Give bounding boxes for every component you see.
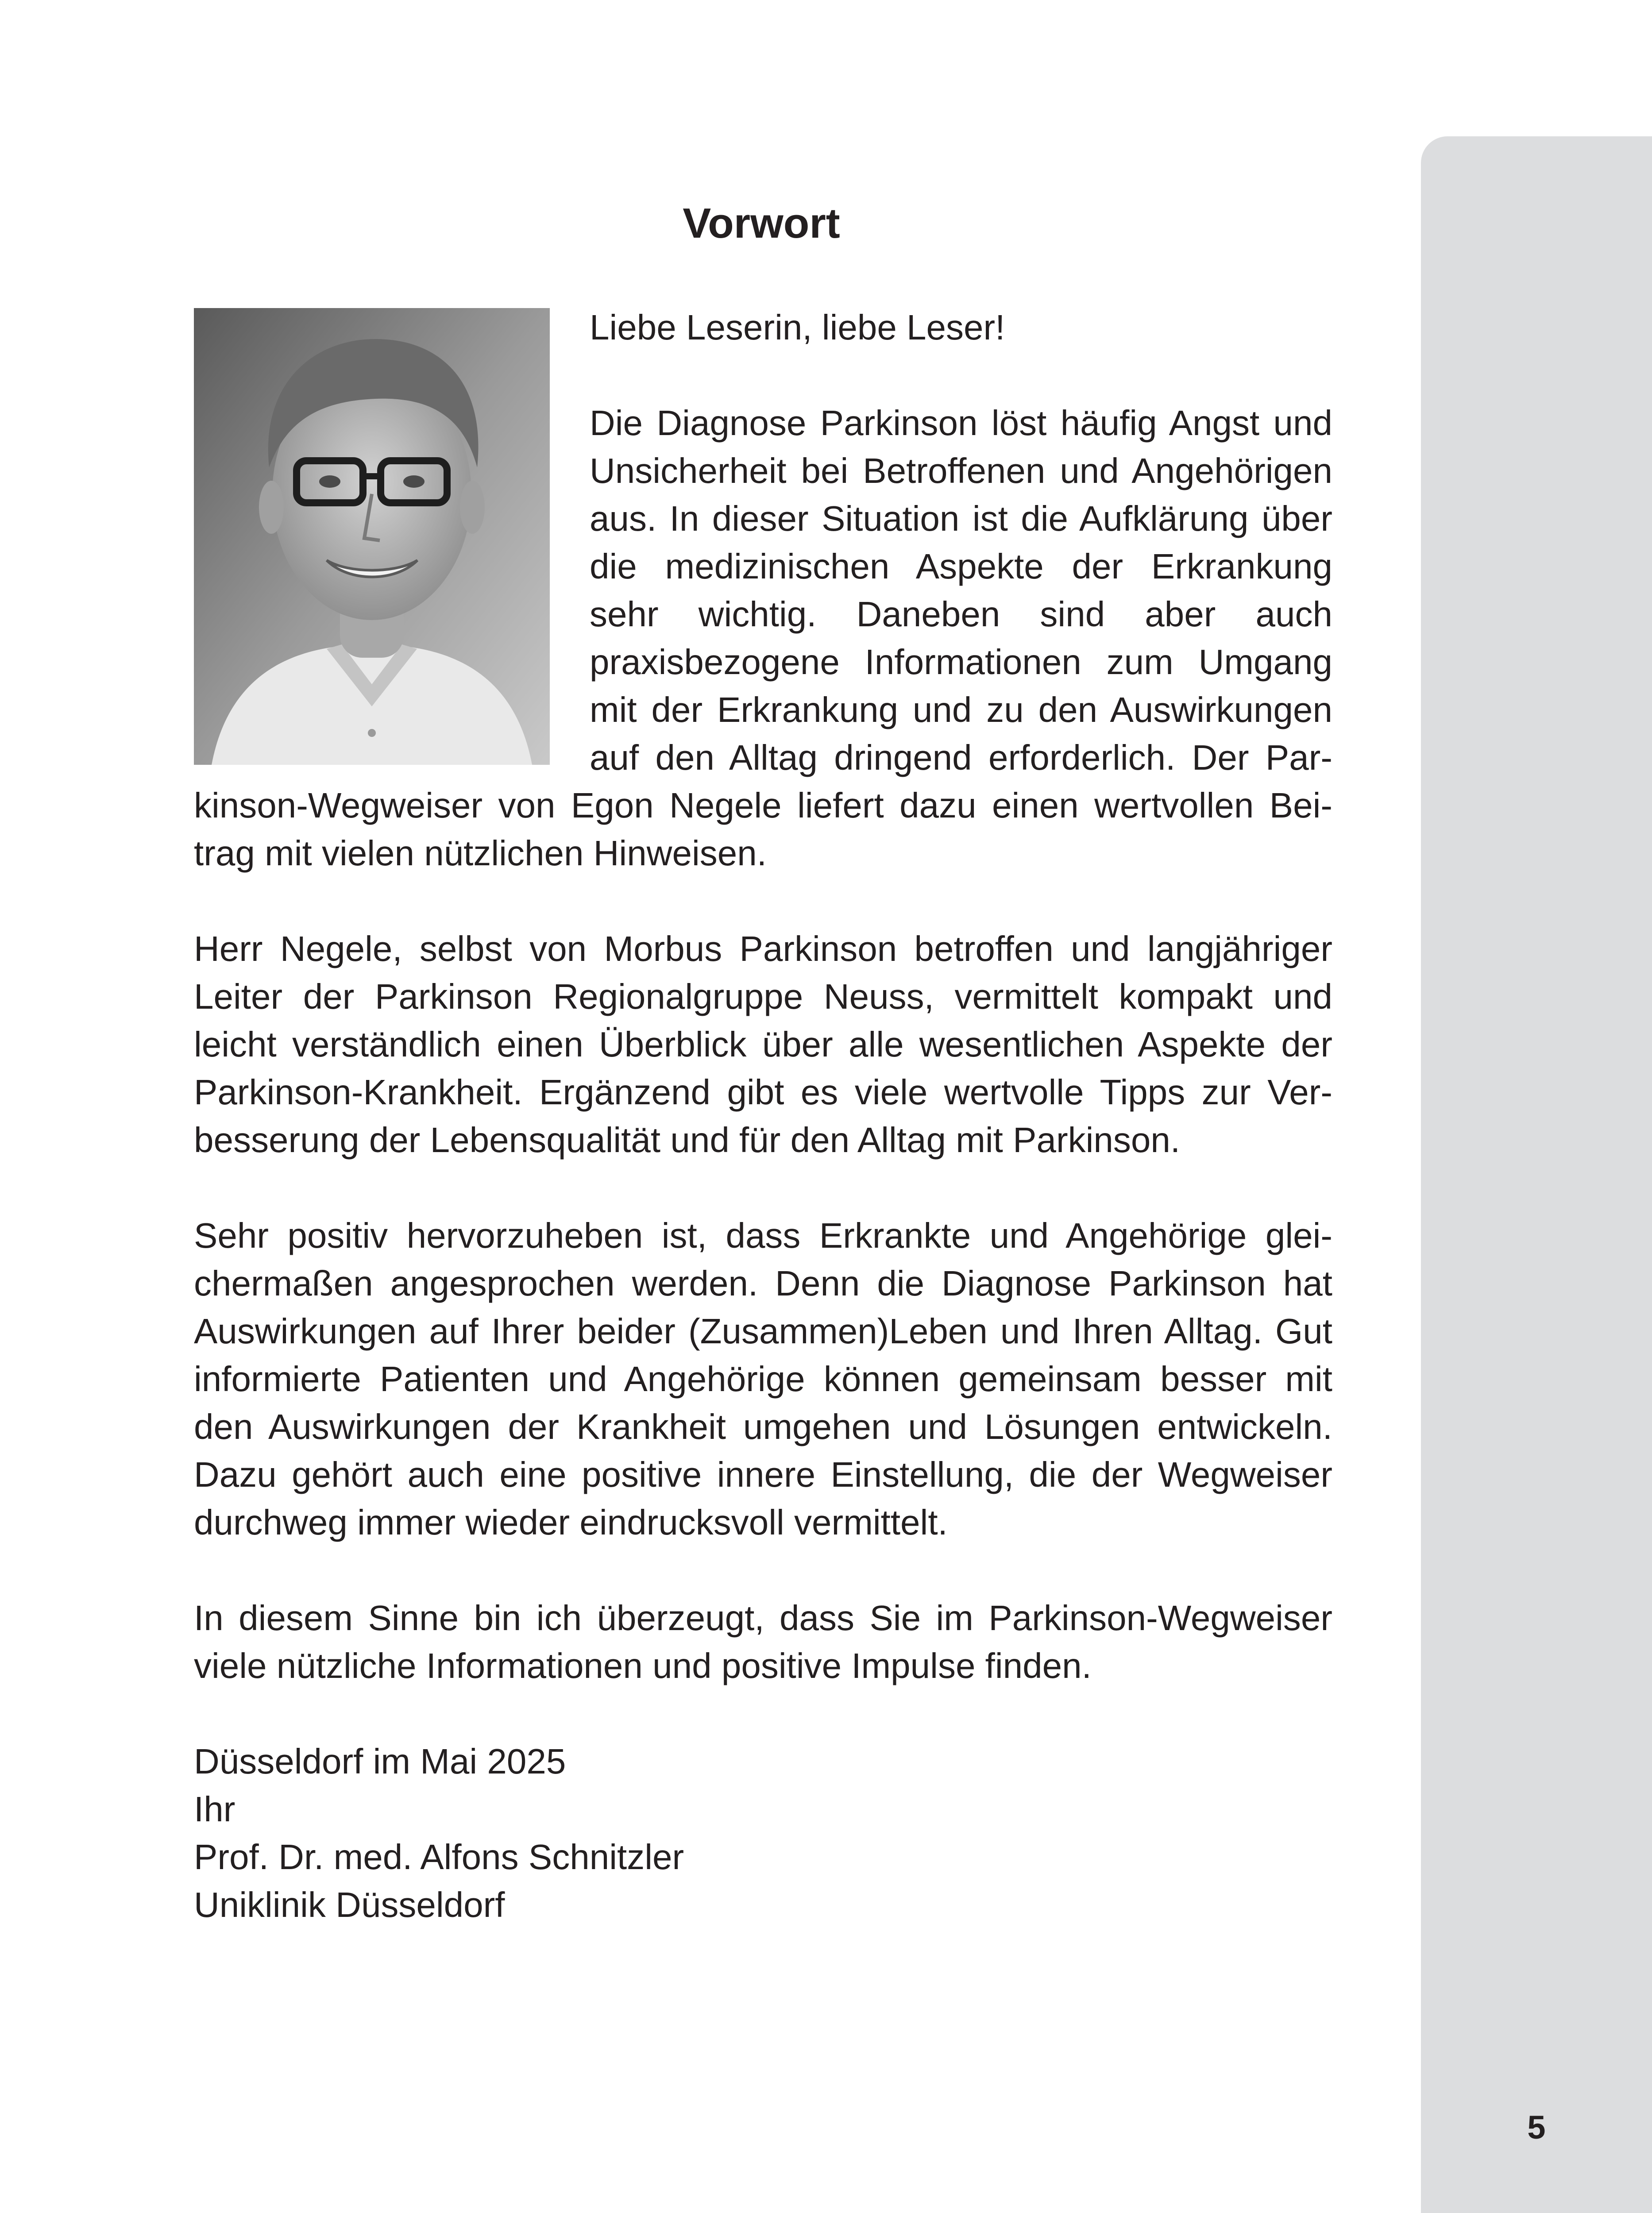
author-portrait-icon [194,308,550,765]
salutation: Ihr [194,1789,235,1829]
body-paragraph-1: Die Diagnose Parkinson löst häufig Angst und Unsicherheit bei Betroffenen und Angehörigen aus. In dieser Situation ist die Aufklärung über die medizinischen Aspekte der Erkrankung sehr wichtig. Daneben sind aber auch praxisbezogene Informationen zum Umgang mit der Erkrankung und zu den Auswirkungen auf den Alltag dringend erforderlich. Der Parkinson-Wegweiser von Egon Negele liefert dazu einen wertvollen Beitrag mit vielen nützlichen Hinweisen. [194,403,1332,873]
body-paragraph-4: In diesem Sinne bin ich überzeugt, dass Sie im Parkinson-Wegweiser viele nützliche Informationen und positive Impulse finden. [194,1598,1332,1685]
body-paragraph-3: Sehr positiv hervorzuheben ist, dass Erkrankte und Angehörige gleichermaßen angesprochen werden. Denn die Diagnose Parkinson hat Auswirkungen auf Ihrer beider (Zusammen)Leben und Ihren Alltag. Gut informierte Patienten und Angehörige können gemeinsam besser mit den Auswirkungen der Krankheit umgehen und Lösungen entwickeln. Dazu gehört auch eine positive innere Einstellung, die der Wegweiser durchweg immer wieder eindrucksvoll vermittelt. [194,1216,1332,1542]
greeting: Liebe Leserin, liebe Leser! [590,308,1005,347]
author-name: Prof. Dr. med. Alfons Schnitzler [194,1837,684,1877]
place-date: Düsseldorf im Mai 2025 [194,1742,566,1781]
signature-block [194,1738,1332,1929]
author-institution: Uniklinik Düsseldorf [194,1885,505,1924]
foreword-body [194,304,1332,1929]
side-tab [1421,136,1652,2213]
page-title: Vorwort [683,200,840,247]
body-paragraph-2: Herr Negele, selbst von Morbus Parkinson betroffen und langjähriger Leiter der Parkinson Regionalgruppe Neuss, vermittelt kompakt und leicht verständlich einen Überblick über alle wesentlichen Aspekte der Parkinson-Krankheit. Ergänzend gibt es viele wertvolle Tipps zur Verbesserung der Lebensqualität und für den Alltag mit Parkinson. [194,929,1332,1160]
page-number: 5 [1527,2109,1546,2146]
